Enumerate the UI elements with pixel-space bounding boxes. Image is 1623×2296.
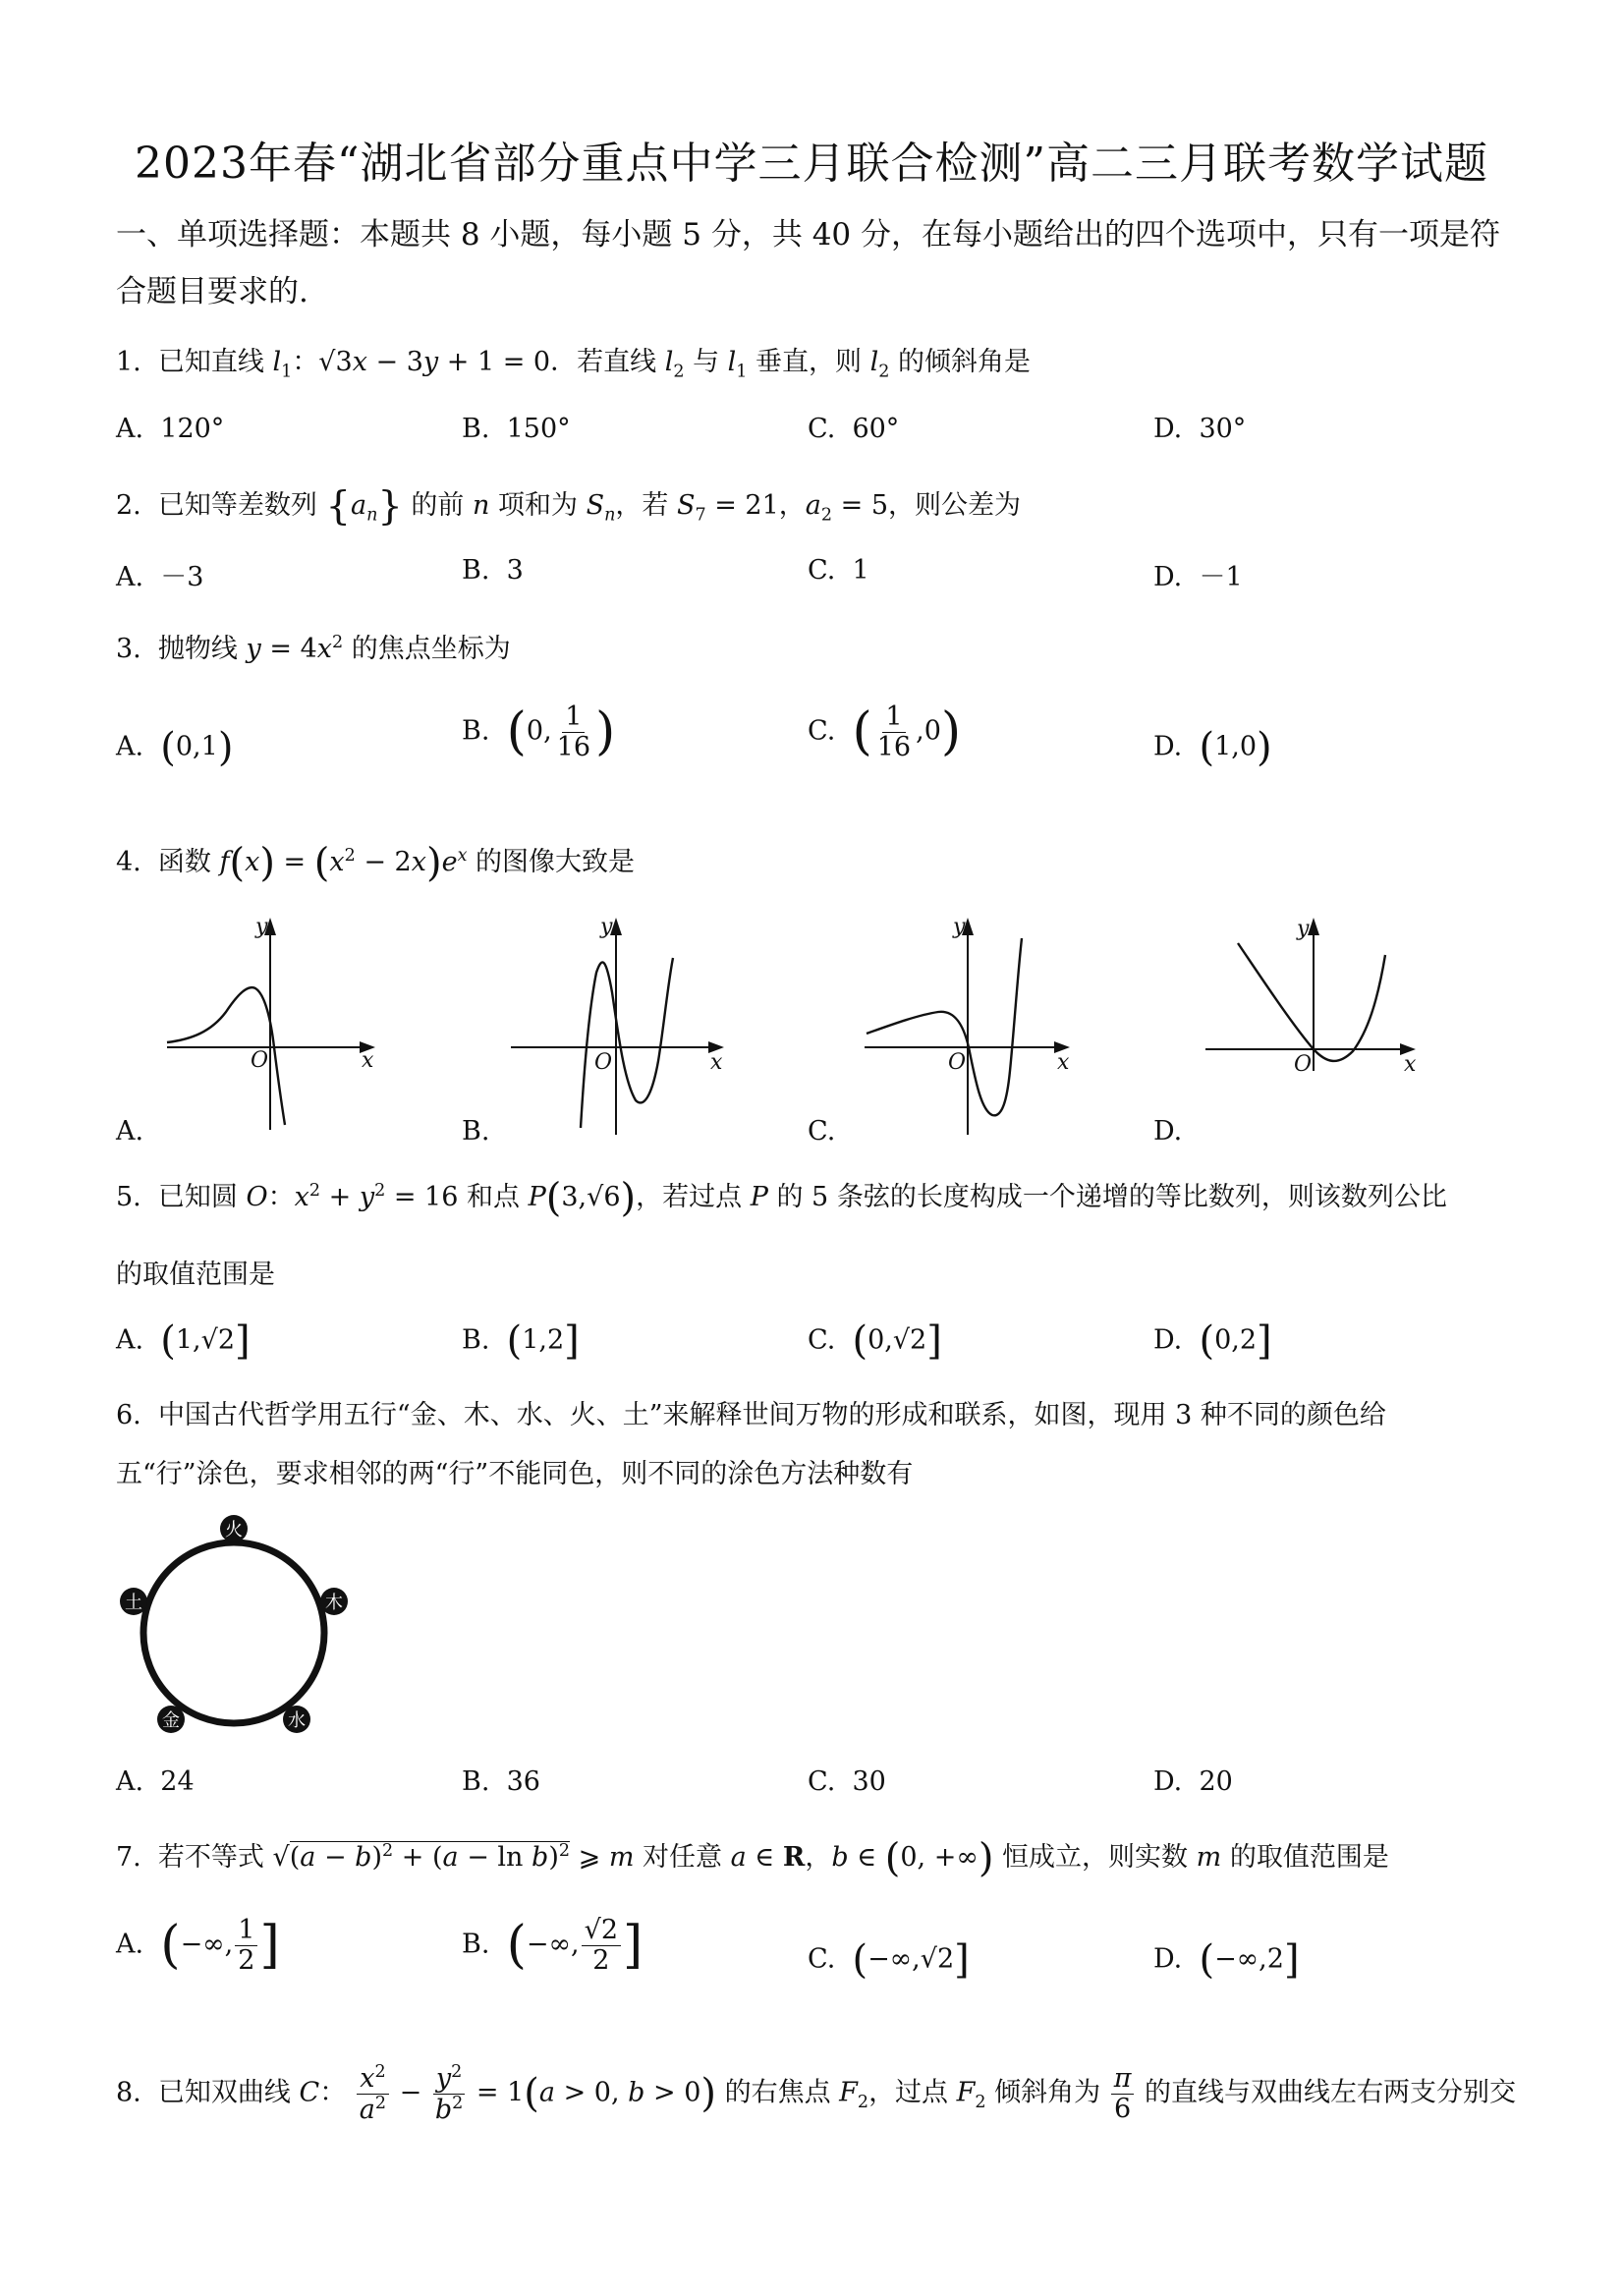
option-text: 36 — [506, 1766, 540, 1797]
option-a[interactable]: A. (1,√2] — [116, 1318, 251, 1364]
question-number: 4. — [116, 847, 141, 877]
option-d[interactable]: D. (−∞,2] — [1153, 1937, 1300, 1983]
question-3: 3. 抛物线 $y = 4x^2$ 的焦点坐标为 — [116, 633, 511, 664]
graph-d — [1201, 914, 1436, 1110]
x-axis-label: x — [710, 1050, 723, 1075]
question-6: 6. 中国古代哲学用五行“金、木、水、火、土”来解释世间万物的形成和联系，如图，现用 3 种不同的颜色给 — [116, 1400, 1386, 1430]
section-header: 一、单项选择题：本题共 8 小题，每小题 5 分，共 40 分，在每小题给出的四个选项中，只有一项是符合题目要求的. — [116, 217, 1501, 309]
question-5-continued: 的取值范围是 — [116, 1260, 275, 1290]
elements-ring — [143, 1542, 324, 1723]
option-b[interactable]: B. 3 — [462, 555, 524, 586]
option-c[interactable]: C. (0,√2] — [808, 1318, 942, 1364]
option-text: 150° — [506, 414, 571, 444]
option-d[interactable]: D. －1 — [1153, 562, 1243, 592]
graph-b — [506, 914, 742, 1140]
option-c[interactable]: C. 30 — [808, 1766, 886, 1797]
y-axis-arrow-icon — [1308, 918, 1319, 935]
option-b[interactable]: B. (−∞, $\frac{√2}{2}$ ] — [462, 1915, 644, 1976]
option-text: 20 — [1199, 1766, 1233, 1797]
question-number: 7. — [116, 1842, 141, 1873]
option-c[interactable]: C. 60° — [808, 414, 900, 444]
question-number: 5. — [116, 1182, 141, 1212]
y-axis-label: y — [1297, 917, 1310, 941]
question-number: 6. — [116, 1400, 141, 1430]
option-c[interactable]: C. 1 — [808, 555, 869, 586]
option-b[interactable]: B. 36 — [462, 1766, 540, 1797]
option-a[interactable]: A. (0,1) — [116, 725, 234, 770]
option-text: 60° — [852, 414, 900, 444]
origin-label: O — [948, 1050, 967, 1075]
question-1: 1. 已知直线 $l_1$：√3x − 3y + 1 = 0．若直线 $l_2$ 与 $l_1$ 垂直，则 $l_2$ 的倾斜角是 — [116, 347, 1032, 382]
option-b[interactable]: B. 150° — [462, 414, 571, 444]
question-8: 8. 已知双曲线 C： $\frac{x^2}{a^2}$ − $\frac{y^2}{b^2}$ = 1(a > 0, b > 0) 的右焦点 $F_2$，过点 $F_2$ 倾斜角为 $\frac{\pi}{6}$ 的直线与双曲线左右两支分别交 — [116, 2062, 1517, 2125]
origin-label: O — [594, 1050, 613, 1075]
option-d[interactable]: D. 30° — [1153, 414, 1247, 444]
x-axis-label: x — [1057, 1050, 1070, 1075]
option-c[interactable]: C. — [808, 1116, 836, 1147]
option-c[interactable]: C. (−∞,√2] — [808, 1937, 970, 1983]
origin-label: O — [251, 1048, 269, 1073]
option-text: －1 — [1199, 562, 1243, 592]
option-text: 24 — [160, 1766, 195, 1797]
element-wood — [320, 1588, 348, 1615]
option-text: 3 — [506, 555, 524, 586]
option-a[interactable]: A. 120° — [116, 414, 225, 444]
curve — [1238, 943, 1385, 1061]
question-number: 8. — [116, 2077, 141, 2108]
question-number: 2. — [116, 490, 141, 521]
option-text: －3 — [160, 562, 204, 592]
question-6-continued: 五“行”涂色，要求相邻的两“行”不能同色，则不同的涂色方法种数有 — [116, 1459, 914, 1489]
question-number: 3. — [116, 634, 141, 664]
origin-label: O — [1294, 1052, 1313, 1077]
svg-text:金: 金 — [162, 1710, 180, 1731]
page-title: 2023年春“湖北省部分重点中学三月联合检测”高二三月联考数学试题 — [135, 139, 1488, 189]
option-d[interactable]: D. 20 — [1153, 1766, 1233, 1797]
element-water — [283, 1706, 310, 1733]
question-7: 7. 若不等式 $√(a - b)^2 + (a - \ln b)^2$ ⩾ m 对任意 a ∈ R，b ∈ (0, +∞) 恒成立，则实数 m 的取值范围是 — [116, 1835, 1389, 1881]
y-axis-label: y — [255, 915, 268, 939]
option-text: 30 — [852, 1766, 886, 1797]
svg-text:土: 土 — [125, 1593, 142, 1613]
element-fire — [220, 1515, 248, 1542]
y-axis-label: y — [600, 915, 613, 939]
option-a[interactable]: A. (−∞, $\frac{1}{2}$ ] — [116, 1915, 280, 1976]
option-a[interactable]: A. －3 — [116, 562, 204, 592]
curve — [867, 938, 1022, 1115]
option-a[interactable]: A. 24 — [116, 1766, 195, 1797]
option-a[interactable]: A. — [116, 1116, 144, 1147]
graph-c — [855, 914, 1091, 1149]
option-d[interactable]: D. (0,2] — [1153, 1318, 1272, 1364]
x-axis-label: x — [1404, 1052, 1417, 1077]
option-c[interactable]: C. ( $\frac{1}{16}$ ,0) — [808, 701, 962, 762]
graph-a — [157, 914, 393, 1140]
option-text: 1 — [852, 555, 869, 586]
x-axis-label: x — [362, 1048, 374, 1073]
option-b[interactable]: B. (1,2] — [462, 1318, 580, 1364]
five-elements-diagram — [116, 1513, 352, 1749]
curve — [581, 958, 673, 1128]
element-earth — [120, 1588, 147, 1615]
svg-text:木: 木 — [325, 1593, 343, 1613]
question-5: 5. 已知圆 O：$x^2 + y^2 = 16$ 和点 P(3,√6)，若过点 P 的 5 条弦的长度构成一个递增的等比数列，则该数列公比 — [116, 1175, 1447, 1221]
option-text: 120° — [160, 414, 225, 444]
option-d[interactable]: D. (1,0) — [1153, 725, 1272, 770]
svg-text:火: 火 — [225, 1520, 243, 1540]
option-b[interactable]: B. — [462, 1116, 490, 1147]
svg-text:水: 水 — [288, 1710, 306, 1731]
y-axis-label: y — [953, 915, 966, 939]
element-metal — [157, 1706, 185, 1733]
question-2: 2. 已知等差数列 $\{a_n\}$ 的前 n 项和为 $S_n$，若 $S_7 = 21$，$a_2 = 5$，则公差为 — [116, 483, 1021, 530]
question-4: 4. 函数 $f(x) = (x^2 - 2x)e^x$ 的图像大致是 — [116, 840, 636, 886]
option-text: 30° — [1199, 414, 1247, 444]
question-number: 1. — [116, 347, 141, 377]
option-d[interactable]: D. — [1153, 1116, 1183, 1147]
option-b[interactable]: B. (0, $\frac{1}{16}$ ) — [462, 701, 616, 762]
